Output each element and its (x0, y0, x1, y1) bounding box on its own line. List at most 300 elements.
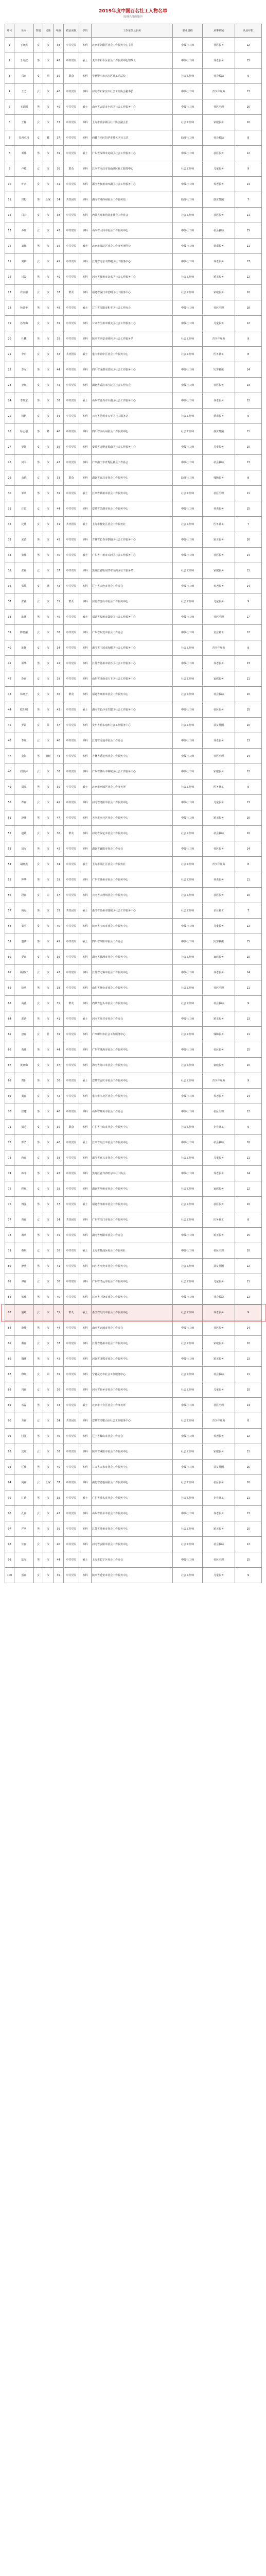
table-cell: 汉 (43, 950, 54, 965)
table-cell: 汉 (43, 1212, 54, 1228)
table-cell: 本科 (79, 1568, 92, 1583)
table-cell: 38 (54, 625, 64, 640)
table-cell: 女 (34, 1181, 43, 1197)
table-row (5, 115, 262, 130)
table-cell: 中共党员 (64, 656, 79, 671)
table-cell: 社区服务 (203, 1197, 235, 1212)
table-cell: 江苏省无锡市社会工作服务中心 (92, 965, 173, 980)
table-cell: 四川省成都市武侯区社会工作服务中心 (92, 362, 173, 378)
table-cell: 彭勇 (14, 1135, 34, 1150)
table-cell: 10 (235, 687, 262, 702)
table-cell: 女 (34, 177, 43, 192)
table-cell: 广东省江门市社会工作服务中心 (92, 1212, 173, 1228)
table-cell: 企业社工 (203, 1120, 235, 1135)
column-header: 从事领域 (203, 24, 235, 38)
table-cell: 11 (235, 1027, 262, 1042)
table-cell: 40 (54, 84, 64, 99)
table-cell: 汉 (43, 1166, 54, 1181)
table-cell: 汉 (43, 563, 54, 579)
table-cell: 中共党员 (64, 671, 79, 687)
table-cell: 共青团员 (64, 1212, 79, 1228)
table-cell: 9 (235, 996, 262, 1011)
table-cell: 76 (5, 1197, 14, 1212)
table-cell: 37 (54, 1475, 64, 1490)
table-cell: 本科 (79, 38, 92, 53)
table-row (5, 53, 262, 69)
table-cell: 12 (235, 1181, 262, 1197)
table-cell: 社会救助 (203, 826, 235, 841)
table-cell: 云南省昆明市五华区社工服务站 (92, 409, 173, 424)
table-cell: 44 (54, 1042, 64, 1058)
table-cell: 中共党员 (64, 579, 79, 594)
table-cell: 12 (235, 764, 262, 779)
table-cell: 81 (5, 1274, 14, 1290)
table-cell: 汉 (43, 146, 54, 161)
table-cell: 7 (235, 517, 262, 532)
table-cell: 中共党员 (64, 841, 79, 857)
table-cell: 40 (54, 1290, 64, 1305)
table-cell: 33 (54, 115, 64, 130)
table-cell: 女 (34, 563, 43, 579)
table-cell: 中级社工师 (173, 1290, 203, 1305)
table-cell: 汉 (43, 1089, 54, 1104)
table-cell: 青少年服务 (203, 1413, 235, 1429)
table-cell: 张敏 (14, 579, 34, 594)
table-cell: 张伟 (14, 548, 34, 563)
table-row (5, 795, 262, 810)
table-cell: 江涛 (14, 1490, 34, 1506)
table-row (5, 1120, 262, 1135)
table-cell: 中共党员 (64, 269, 79, 285)
table-cell: 38 (54, 38, 64, 53)
table-cell: 汉 (43, 1150, 54, 1166)
table-cell: 中级社工师 (173, 579, 203, 594)
table-cell: 汉 (43, 795, 54, 810)
table-cell: 78 (5, 1228, 14, 1243)
table-cell: 中共党员 (64, 223, 79, 239)
table-row (5, 980, 262, 996)
table-cell: 企业社工 (203, 1490, 235, 1506)
table-cell: 群众 (64, 996, 79, 1011)
table-cell: 叶青 (14, 177, 34, 192)
table-cell: 55 (5, 872, 14, 888)
table-cell: 22 (5, 362, 14, 378)
table-cell: 江西省上饶市社会工作服务中心 (92, 1290, 173, 1305)
table-row (5, 486, 262, 501)
table-cell: 汉 (43, 1290, 54, 1305)
table-cell: 海南省海口市社会工作服务中心 (92, 1058, 173, 1073)
table-cell: 47 (5, 749, 14, 764)
table-cell: 灾害救援 (203, 362, 235, 378)
table-cell: 甘肃省兰州市城关区社会工作服务中心 (92, 316, 173, 331)
table-cell: 汉 (43, 239, 54, 254)
table-cell: 34 (54, 640, 64, 656)
table-cell: 43 (54, 223, 64, 239)
table-cell: 中共党员 (64, 1429, 79, 1444)
table-cell: 中级社工师 (173, 656, 203, 671)
table-cell: 袁博 (14, 934, 34, 950)
table-cell: 胡军 (14, 841, 34, 857)
table-cell: 中共党员 (64, 38, 79, 53)
table-cell: 本科 (79, 1259, 92, 1274)
table-cell: 硕士 (79, 548, 92, 563)
table-cell: 43 (54, 965, 64, 980)
table-cell: 汪霞 (14, 501, 34, 517)
table-cell: 中级社工师 (173, 1320, 203, 1336)
table-cell: 中级社工师 (173, 1089, 203, 1104)
table-cell: 上海市徐汇区社会工作服务社 (92, 857, 173, 872)
table-cell: 群众 (64, 826, 79, 841)
table-cell: 硕士 (79, 1552, 92, 1568)
table-cell: 36 (5, 579, 14, 594)
table-cell: 43 (5, 687, 14, 702)
table-cell: 14 (235, 579, 262, 594)
table-cell: 45 (54, 934, 64, 950)
table-cell: 36 (54, 687, 64, 702)
table-cell: 社会工作师 (173, 517, 203, 532)
table-cell: 养老服务 (203, 1166, 235, 1181)
table-cell: 中级社工师 (173, 1351, 203, 1367)
table-cell: 女 (34, 285, 43, 300)
table-cell: 社会工作师 (173, 115, 203, 130)
table-cell: 中共党员 (64, 1150, 79, 1166)
table-cell: 中级社工师 (173, 146, 203, 161)
table-cell: 硕士 (79, 146, 92, 161)
table-cell: 残障服务 (203, 1027, 235, 1042)
table-cell: 中共党员 (64, 177, 79, 192)
table-cell: 中共党员 (64, 331, 79, 347)
table-cell: 男 (34, 810, 43, 826)
table-row (5, 1351, 262, 1367)
table-cell: 男 (34, 779, 43, 795)
table-cell: 男 (34, 1429, 43, 1444)
table-cell: 女 (34, 640, 43, 656)
table-cell: 中共党员 (64, 1444, 79, 1460)
table-cell: 汉 (43, 1011, 54, 1027)
table-cell: 2 (5, 53, 14, 69)
table-cell: 14 (235, 1166, 262, 1181)
table-cell: 本科 (79, 455, 92, 470)
table-cell: 汉 (43, 1429, 54, 1444)
table-cell: 女 (34, 625, 43, 640)
table-cell: 中级社工师 (173, 254, 203, 269)
table-cell: 女 (34, 950, 43, 965)
table-row (5, 38, 262, 53)
table-cell: 36 (54, 826, 64, 841)
table-cell: 硕士 (79, 857, 92, 872)
table-cell: 汉 (43, 764, 54, 779)
table-row (5, 439, 262, 455)
table-cell: 33 (54, 470, 64, 486)
table-cell: 养老服务 (203, 1429, 235, 1444)
table-cell: 14 (235, 1320, 262, 1336)
table-cell: 男 (34, 1290, 43, 1305)
table-cell: 儿童服务 (203, 161, 235, 177)
table-row (5, 1104, 262, 1120)
table-cell: 硕士 (79, 702, 92, 718)
table-cell: 中级社工师 (173, 749, 203, 764)
table-cell: 家庭服务 (203, 671, 235, 687)
table-cell: 12 (235, 269, 262, 285)
table-cell: 秦雪 (14, 919, 34, 934)
table-cell: 福建省福州市鼓楼区社会工作服务中心 (92, 609, 173, 625)
table-cell: 本科 (79, 1460, 92, 1475)
table-cell: 46 (54, 1135, 64, 1150)
table-cell: 社会救助 (203, 1537, 235, 1552)
table-cell: 女 (34, 919, 43, 934)
table-row (5, 996, 262, 1011)
table-cell: 养老服务 (203, 656, 235, 671)
table-cell: 浙江省杭州市西湖区社会工作服务中心 (92, 177, 173, 192)
table-cell: 儿童服务 (203, 316, 235, 331)
table-cell: 38 (54, 1150, 64, 1166)
table-cell: 社会工作师 (173, 1305, 203, 1320)
table-cell: 汉 (43, 1104, 54, 1120)
table-cell: 硕士 (79, 934, 92, 950)
table-cell: 中共党员 (64, 239, 79, 254)
table-cell: 郑丽 (14, 795, 34, 810)
table-cell: 汉 (43, 687, 54, 702)
table-cell: 浙江省宁波市海曙区社会工作服务中心 (92, 640, 173, 656)
table-cell: 中共党员 (64, 779, 79, 795)
table-row (5, 1073, 262, 1089)
table-cell: 34 (5, 548, 14, 563)
table-cell: 汉 (43, 161, 54, 177)
table-cell: 汉 (43, 1305, 54, 1320)
column-header: 性别 (34, 24, 43, 38)
table-cell: 社会救助 (203, 1135, 235, 1150)
table-cell: 11 (235, 239, 262, 254)
table-cell: 社区治理 (203, 1104, 235, 1120)
table-cell: 本科 (79, 826, 92, 841)
table-cell: 矫正服务 (203, 1228, 235, 1243)
table-cell: 36 (54, 439, 64, 455)
table-cell: 中共党员 (64, 1089, 79, 1104)
table-cell: 中共党员 (64, 1367, 79, 1382)
table-cell: 本科 (79, 764, 92, 779)
table-row (5, 1444, 262, 1460)
table-cell: 5 (5, 99, 14, 115)
table-cell: 6 (5, 115, 14, 130)
table-cell: 社会工作师 (173, 1444, 203, 1460)
table-cell: 52 (5, 826, 14, 841)
table-cell: 戴丽 (14, 1336, 34, 1351)
table-cell: 16 (5, 269, 14, 285)
table-cell: 本科 (79, 872, 92, 888)
table-cell: 中级社工师 (173, 1460, 203, 1475)
table-cell: 11 (235, 1367, 262, 1382)
table-cell: 女 (34, 1506, 43, 1521)
table-cell: 赵刚 (14, 810, 34, 826)
table-cell: 16 (235, 810, 262, 826)
table-cell: 汉 (43, 1336, 54, 1351)
table-cell: 本科 (79, 362, 92, 378)
table-cell: 江苏省南京市鼓楼区社工服务中心 (92, 254, 173, 269)
table-cell: 青少年服务 (203, 1073, 235, 1089)
table-cell: 汉 (43, 177, 54, 192)
table-cell: 甘肃省天水市社会工作服务中心 (92, 1460, 173, 1475)
table-row (5, 223, 262, 239)
table-cell: 本科 (79, 130, 92, 146)
table-cell: 安徽省芜湖市社会工作服务中心 (92, 501, 173, 517)
table-cell: 社区治理 (203, 99, 235, 115)
table-cell: 12 (235, 1259, 262, 1274)
table-cell: 社区服务 (203, 841, 235, 857)
table-cell: 39 (54, 316, 64, 331)
table-cell: 84 (5, 1320, 14, 1336)
table-cell: 73 (5, 1150, 14, 1166)
table-cell: 本科 (79, 1521, 92, 1537)
table-cell: 社会工作师 (173, 1413, 203, 1429)
table-cell: 汉 (43, 285, 54, 300)
table-cell: 83 (5, 1305, 14, 1320)
table-cell: 乔红 (14, 223, 34, 239)
table-cell: 41 (54, 656, 64, 671)
table-row (5, 192, 262, 208)
table-cell: 本科 (79, 671, 92, 687)
table-cell: 11 (235, 486, 262, 501)
table-cell: 黄伟 (14, 1042, 34, 1058)
table-row (5, 254, 262, 269)
table-cell: 本科 (79, 687, 92, 702)
table-cell: 42 (54, 579, 64, 594)
table-cell: 8 (235, 1212, 262, 1228)
table-cell: 社会工作师 (173, 1490, 203, 1506)
table-cell: 山西省大同市社会工作服务中心 (92, 223, 173, 239)
table-cell: 河南省开封市社会工作协会 (92, 1011, 173, 1027)
table-cell: 陈晓丽 (14, 625, 34, 640)
table-cell: 中共党员 (64, 1042, 79, 1058)
table-cell: 中共党员 (64, 1073, 79, 1089)
table-cell: 辽宁省大连市社会工作协会 (92, 579, 173, 594)
table-cell: 37 (54, 1197, 64, 1212)
table-cell: 10 (235, 1336, 262, 1351)
table-cell: 李晓东 (14, 393, 34, 409)
table-cell: 58 (5, 919, 14, 934)
table-cell: 养老服务 (203, 1506, 235, 1521)
table-cell: 社会工作师 (173, 1274, 203, 1290)
table-cell: 男 (34, 934, 43, 950)
table-cell: 硕士 (79, 1305, 92, 1320)
table-cell: 社会救助 (203, 69, 235, 84)
table-cell: 中级社工师 (173, 300, 203, 316)
table-cell: 汉 (43, 1490, 54, 1506)
table-cell: 浙江省温州市鹿城区社会工作服务中心 (92, 903, 173, 919)
table-row (5, 269, 262, 285)
table-cell: 中级社工师 (173, 532, 203, 548)
table-cell: 社会工作师 (173, 671, 203, 687)
table-cell: 社区服务 (203, 702, 235, 718)
table-cell: 儿童服务 (203, 1150, 235, 1166)
table-cell: 14 (235, 1398, 262, 1413)
table-cell: 本科 (79, 950, 92, 965)
table-cell: 女 (34, 1336, 43, 1351)
table-cell: 硕士 (79, 1197, 92, 1212)
table-row (5, 764, 262, 779)
table-row (5, 548, 262, 563)
table-cell: 医务社工 (203, 347, 235, 362)
table-cell: 江苏省南通市社会工作协会 (92, 733, 173, 749)
table-cell: 四川省绵阳市社会工作协会 (92, 934, 173, 950)
table-cell: 社会工作师 (173, 1367, 203, 1382)
table-cell: 汉 (43, 53, 54, 69)
table-cell: 社会工作师 (173, 640, 203, 656)
table-cell: 本科 (79, 749, 92, 764)
table-cell: 8 (235, 1413, 262, 1429)
table-cell: 69 (5, 1089, 14, 1104)
table-cell: 汉 (43, 1181, 54, 1197)
table-cell: 江西省九江市社会工作服务中心 (92, 1135, 173, 1150)
table-header-row (5, 24, 262, 38)
table-cell: 白云 (14, 208, 34, 223)
table-cell: 11 (235, 424, 262, 439)
table-cell: 女 (34, 161, 43, 177)
table-cell: 46 (54, 99, 64, 115)
table-cell: 硕士 (79, 300, 92, 316)
table-cell: 社会工作师 (173, 903, 203, 919)
table-cell: 牛丽 (14, 1537, 34, 1552)
table-row (5, 470, 262, 486)
table-cell: 10 (235, 950, 262, 965)
table-cell: 男 (34, 1135, 43, 1150)
table-cell: 灾害救援 (203, 934, 235, 950)
table-cell: 13 (235, 378, 262, 393)
table-cell: 社会工作师 (173, 69, 203, 84)
table-cell: 59 (5, 934, 14, 950)
table-cell: 黄晓梅 (14, 1058, 34, 1073)
table-cell: 本科 (79, 919, 92, 934)
table-cell: 汉 (43, 316, 54, 331)
table-cell: 21 (5, 347, 14, 362)
table-cell: 禁毒服务 (203, 409, 235, 424)
table-cell: 汉 (43, 671, 54, 687)
table-cell: 企业社工 (203, 903, 235, 919)
table-cell: 女 (34, 254, 43, 269)
table-cell: 汉 (43, 378, 54, 393)
table-cell: 养老服务 (203, 501, 235, 517)
table-cell: 34 (54, 1212, 64, 1228)
table-cell: 中级社工师 (173, 316, 203, 331)
table-cell: 山西省太原市小店区社会工作服务中心 (92, 99, 173, 115)
table-cell: 42 (54, 53, 64, 69)
table-cell: 11 (235, 1274, 262, 1290)
table-cell: 中级社工师 (173, 1166, 203, 1181)
table-cell: 42 (54, 1506, 64, 1521)
table-cell: 本科 (79, 378, 92, 393)
table-cell: 社会工作师 (173, 1336, 203, 1351)
table-cell: 男 (34, 609, 43, 625)
table-cell: 本科 (79, 1382, 92, 1398)
table-cell: 34 (54, 192, 64, 208)
table-cell: 陆军 (14, 1552, 34, 1568)
table-cell: 7 (235, 903, 262, 919)
table-cell: 39 (54, 146, 64, 161)
table-cell: 硕士 (79, 99, 92, 115)
table-cell: 本科 (79, 409, 92, 424)
table-cell: 本科 (79, 1413, 92, 1429)
table-cell: 硕士 (79, 393, 92, 409)
table-cell: 43 (54, 702, 64, 718)
table-cell: 91 (5, 1429, 14, 1444)
table-cell: 57 (5, 903, 14, 919)
table-row (5, 919, 262, 934)
table-cell: 92 (5, 1444, 14, 1460)
table-cell: 汉 (43, 810, 54, 826)
table-cell: 养老服务 (203, 965, 235, 980)
table-cell: 本科 (79, 1228, 92, 1243)
table-cell: 中级社工师 (173, 1506, 203, 1521)
table-cell: 女 (34, 1274, 43, 1290)
